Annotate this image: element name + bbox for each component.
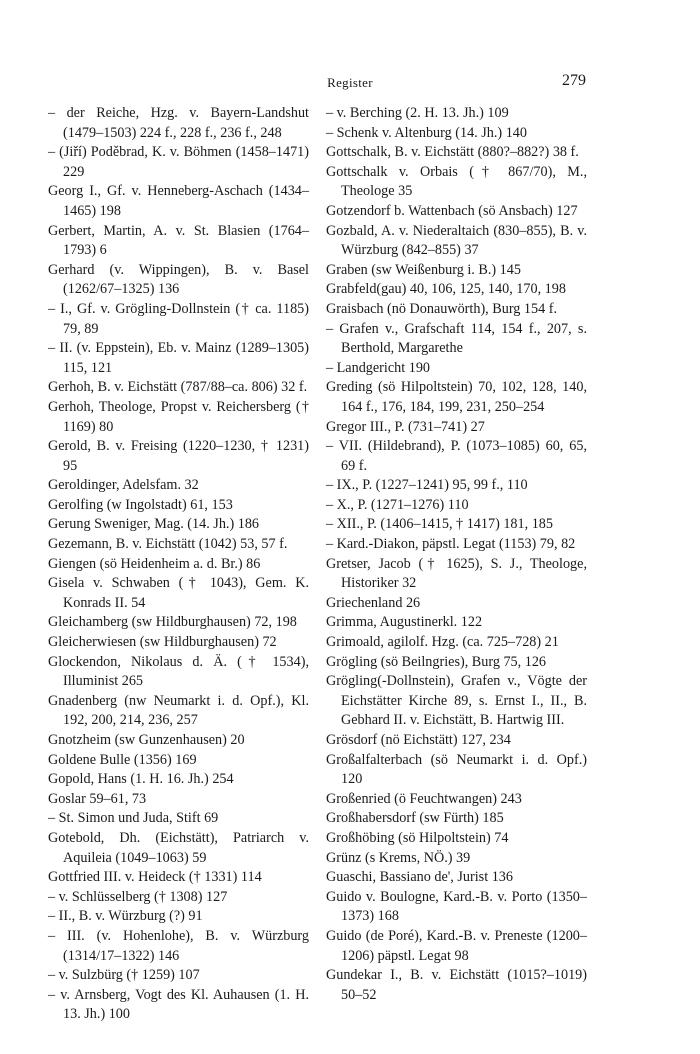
- index-entry: – III. (v. Hohenlohe), B. v. Würzburg (1314/17–1322) 146: [48, 927, 309, 964]
- index-entry: Gerbert, Martin, A. v. St. Blasien (1764–1793) 6: [48, 222, 309, 259]
- index-entry: – v. Arnsberg, Vogt des Kl. Auhausen (1. H. 13. Jh.) 100: [48, 986, 309, 1023]
- index-entry: Gerhoh, Theologe, Propst v. Reichersberg († 1169) 80: [48, 398, 309, 435]
- index-entry: Graisbach (nö Donauwörth), Burg 154 f.: [326, 300, 558, 317]
- index-entry: Guido (de Poré), Kard.-B. v. Preneste (1200–1206) päpstl. Legat 98: [326, 927, 587, 964]
- index-entry: Gezemann, B. v. Eichstätt (1042) 53, 57 f.: [48, 536, 288, 553]
- index-entry: – Grafen v., Grafschaft 114, 154 f., 207, s. Berthold, Margarethe: [326, 320, 587, 357]
- index-entry: Gundekar I., B. v. Eichstätt (1015?–1019) 50–52: [326, 967, 587, 1003]
- index-entry: Griechenland 26: [326, 594, 421, 611]
- index-entry: Gopold, Hans (1. H. 16. Jh.) 254: [48, 771, 234, 788]
- index-entry: Gotebold, Dh. (Eichstätt), Patriarch v. Aquileia (1049–1063) 59: [48, 829, 309, 866]
- index-entry: – Landgericht 190: [326, 359, 431, 376]
- index-entry: – X., P. (1271–1276) 110: [326, 496, 469, 513]
- index-entry: Gnadenberg (nw Neumarkt i. d. Opf.), Kl. 192, 200, 214, 236, 257: [48, 692, 309, 729]
- index-entry: – St. Simon und Juda, Stift 69: [48, 810, 219, 827]
- index-entry: Großhabersdorf (sw Fürth) 185: [326, 810, 504, 827]
- index-entry: – IX., P. (1227–1241) 95, 99 f., 110: [326, 477, 528, 494]
- index-entry: – Schenk v. Altenburg (14. Jh.) 140: [326, 124, 527, 141]
- index-entry: Gottschalk v. Orbais († 867/70), M., Theologe 35: [326, 163, 587, 200]
- index-entry: Geroldinger, Adelsfam. 32: [48, 477, 199, 494]
- index-entry: Gerold, B. v. Freising (1220–1230, † 1231) 95: [48, 438, 309, 474]
- page-number: 279: [562, 72, 586, 89]
- index-entry: – v. Berching (2. H. 13. Jh.) 109: [326, 105, 509, 121]
- index-entry: Grösdorf (nö Eichstätt) 127, 234: [326, 732, 511, 748]
- index-entry: Großalfalterbach (sö Neumarkt i. d. Opf.) 120: [326, 751, 587, 788]
- index-entry: – VII. (Hildebrand), P. (1073–1085) 60, 65, 69 f.: [326, 438, 587, 474]
- index-column-right: [326, 104, 587, 1005]
- index-entry: Gerhard (v. Wippingen), B. v. Basel (1262/67–1325) 136: [48, 261, 309, 298]
- index-entry: Großenried (ö Feuchtwangen) 243: [326, 790, 522, 807]
- index-entry: – der Reiche, Hzg. v. Bayern-Landshut (1479–1503) 224 f., 228 f., 236 f., 248: [48, 105, 309, 141]
- index-entry: Gerhoh, B. v. Eichstätt (787/88–ca. 806) 32 f.: [48, 379, 308, 396]
- index-entry: Goldene Bulle (1356) 169: [48, 751, 197, 768]
- index-entry: Giengen (sö Heidenheim a. d. Br.) 86: [48, 555, 261, 572]
- index-entry: – XII., P. (1406–1415, † 1417) 181, 185: [326, 516, 553, 533]
- index-column-left: [48, 104, 309, 1025]
- index-entry: Gottschalk, B. v. Eichstätt (880?–882?) 38 f.: [326, 144, 579, 161]
- index-entry: Grögling(-Dollnstein), Grafen v., Vögte der Eichstätter Kirche 89, s. Ernst I., II., B. Gebhard II. v. Eichstätt, B. Hartwig III.: [326, 673, 587, 729]
- index-entry: Gerolfing (w Ingolstadt) 61, 153: [48, 496, 233, 513]
- index-entry: Georg I., Gf. v. Henneberg-Aschach (1434–1465) 198: [48, 183, 309, 219]
- index-entry: Grimoald, agilolf. Hzg. (ca. 725–728) 21: [326, 634, 559, 651]
- page-header: [0, 72, 700, 96]
- index-entry: – II., B. v. Würzburg (?) 91: [48, 908, 203, 925]
- index-entry: Gozbald, A. v. Niederaltaich (830–855), B. v. Würzburg (842–855) 37: [326, 222, 587, 259]
- index-entry: Grabfeld(gau) 40, 106, 125, 140, 170, 198: [326, 281, 566, 298]
- index-entry: – (Jiří) Poděbrad, K. v. Böhmen (1458–1471) 229: [48, 144, 309, 180]
- index-entry: Grimma, Augustinerkl. 122: [326, 614, 483, 631]
- index-entry: Gotzendorf b. Wattenbach (sö Ansbach) 127: [326, 202, 578, 219]
- index-entry: Grögling (sö Beilngries), Burg 75, 126: [326, 653, 547, 670]
- index-entry: Guaschi, Bassiano de', Jurist 136: [326, 869, 513, 886]
- index-entry: Gottfried III. v. Heideck († 1331) 114: [48, 869, 262, 886]
- index-entry: – v. Schlüsselberg († 1308) 127: [48, 888, 228, 905]
- index-entry: Graben (sw Weißenburg i. B.) 145: [326, 261, 521, 278]
- index-entry: Gerung Sweniger, Mag. (14. Jh.) 186: [48, 516, 260, 533]
- index-entry: – II. (v. Eppstein), Eb. v. Mainz (1289–1305) 115, 121: [48, 340, 309, 376]
- index-entry: Gleicherwiesen (sw Hildburghausen) 72: [48, 634, 277, 651]
- index-entry: – v. Sulzbürg († 1259) 107: [48, 967, 200, 984]
- index-entry: Goslar 59–61, 73: [48, 790, 147, 807]
- index-entry: Gisela v. Schwaben († 1043), Gem. K. Konrads II. 54: [48, 575, 309, 611]
- index-entry: Gleichamberg (sw Hildburghausen) 72, 198: [48, 614, 297, 631]
- running-head: Register: [327, 75, 373, 90]
- index-entry: Greding (sö Hilpoltstein) 70, 102, 128, 140, 164 f., 176, 184, 199, 231, 250–254: [326, 379, 587, 415]
- index-entry: Glockendon, Nikolaus d. Ä. († 1534), Illuminist 265: [48, 653, 309, 690]
- index-entry: Guido v. Boulogne, Kard.-B. v. Porto (1350–1373) 168: [326, 888, 587, 925]
- index-entry: Gretser, Jacob († 1625), S. J., Theologe, Historiker 32: [326, 555, 587, 592]
- index-entry: Grünz (s Krems, NÖ.) 39: [326, 849, 471, 866]
- index-entry: Gregor III., P. (731–741) 27: [326, 418, 485, 435]
- index-entry: Großhöbing (sö Hilpoltstein) 74: [326, 829, 509, 846]
- index-entry: – Kard.-Diakon, päpstl. Legat (1153) 79, 82: [326, 536, 576, 553]
- index-entry: Gnotzheim (sw Gunzenhausen) 20: [48, 732, 245, 748]
- index-entry: – I., Gf. v. Grögling-Dollnstein († ca. 1185) 79, 89: [48, 300, 309, 337]
